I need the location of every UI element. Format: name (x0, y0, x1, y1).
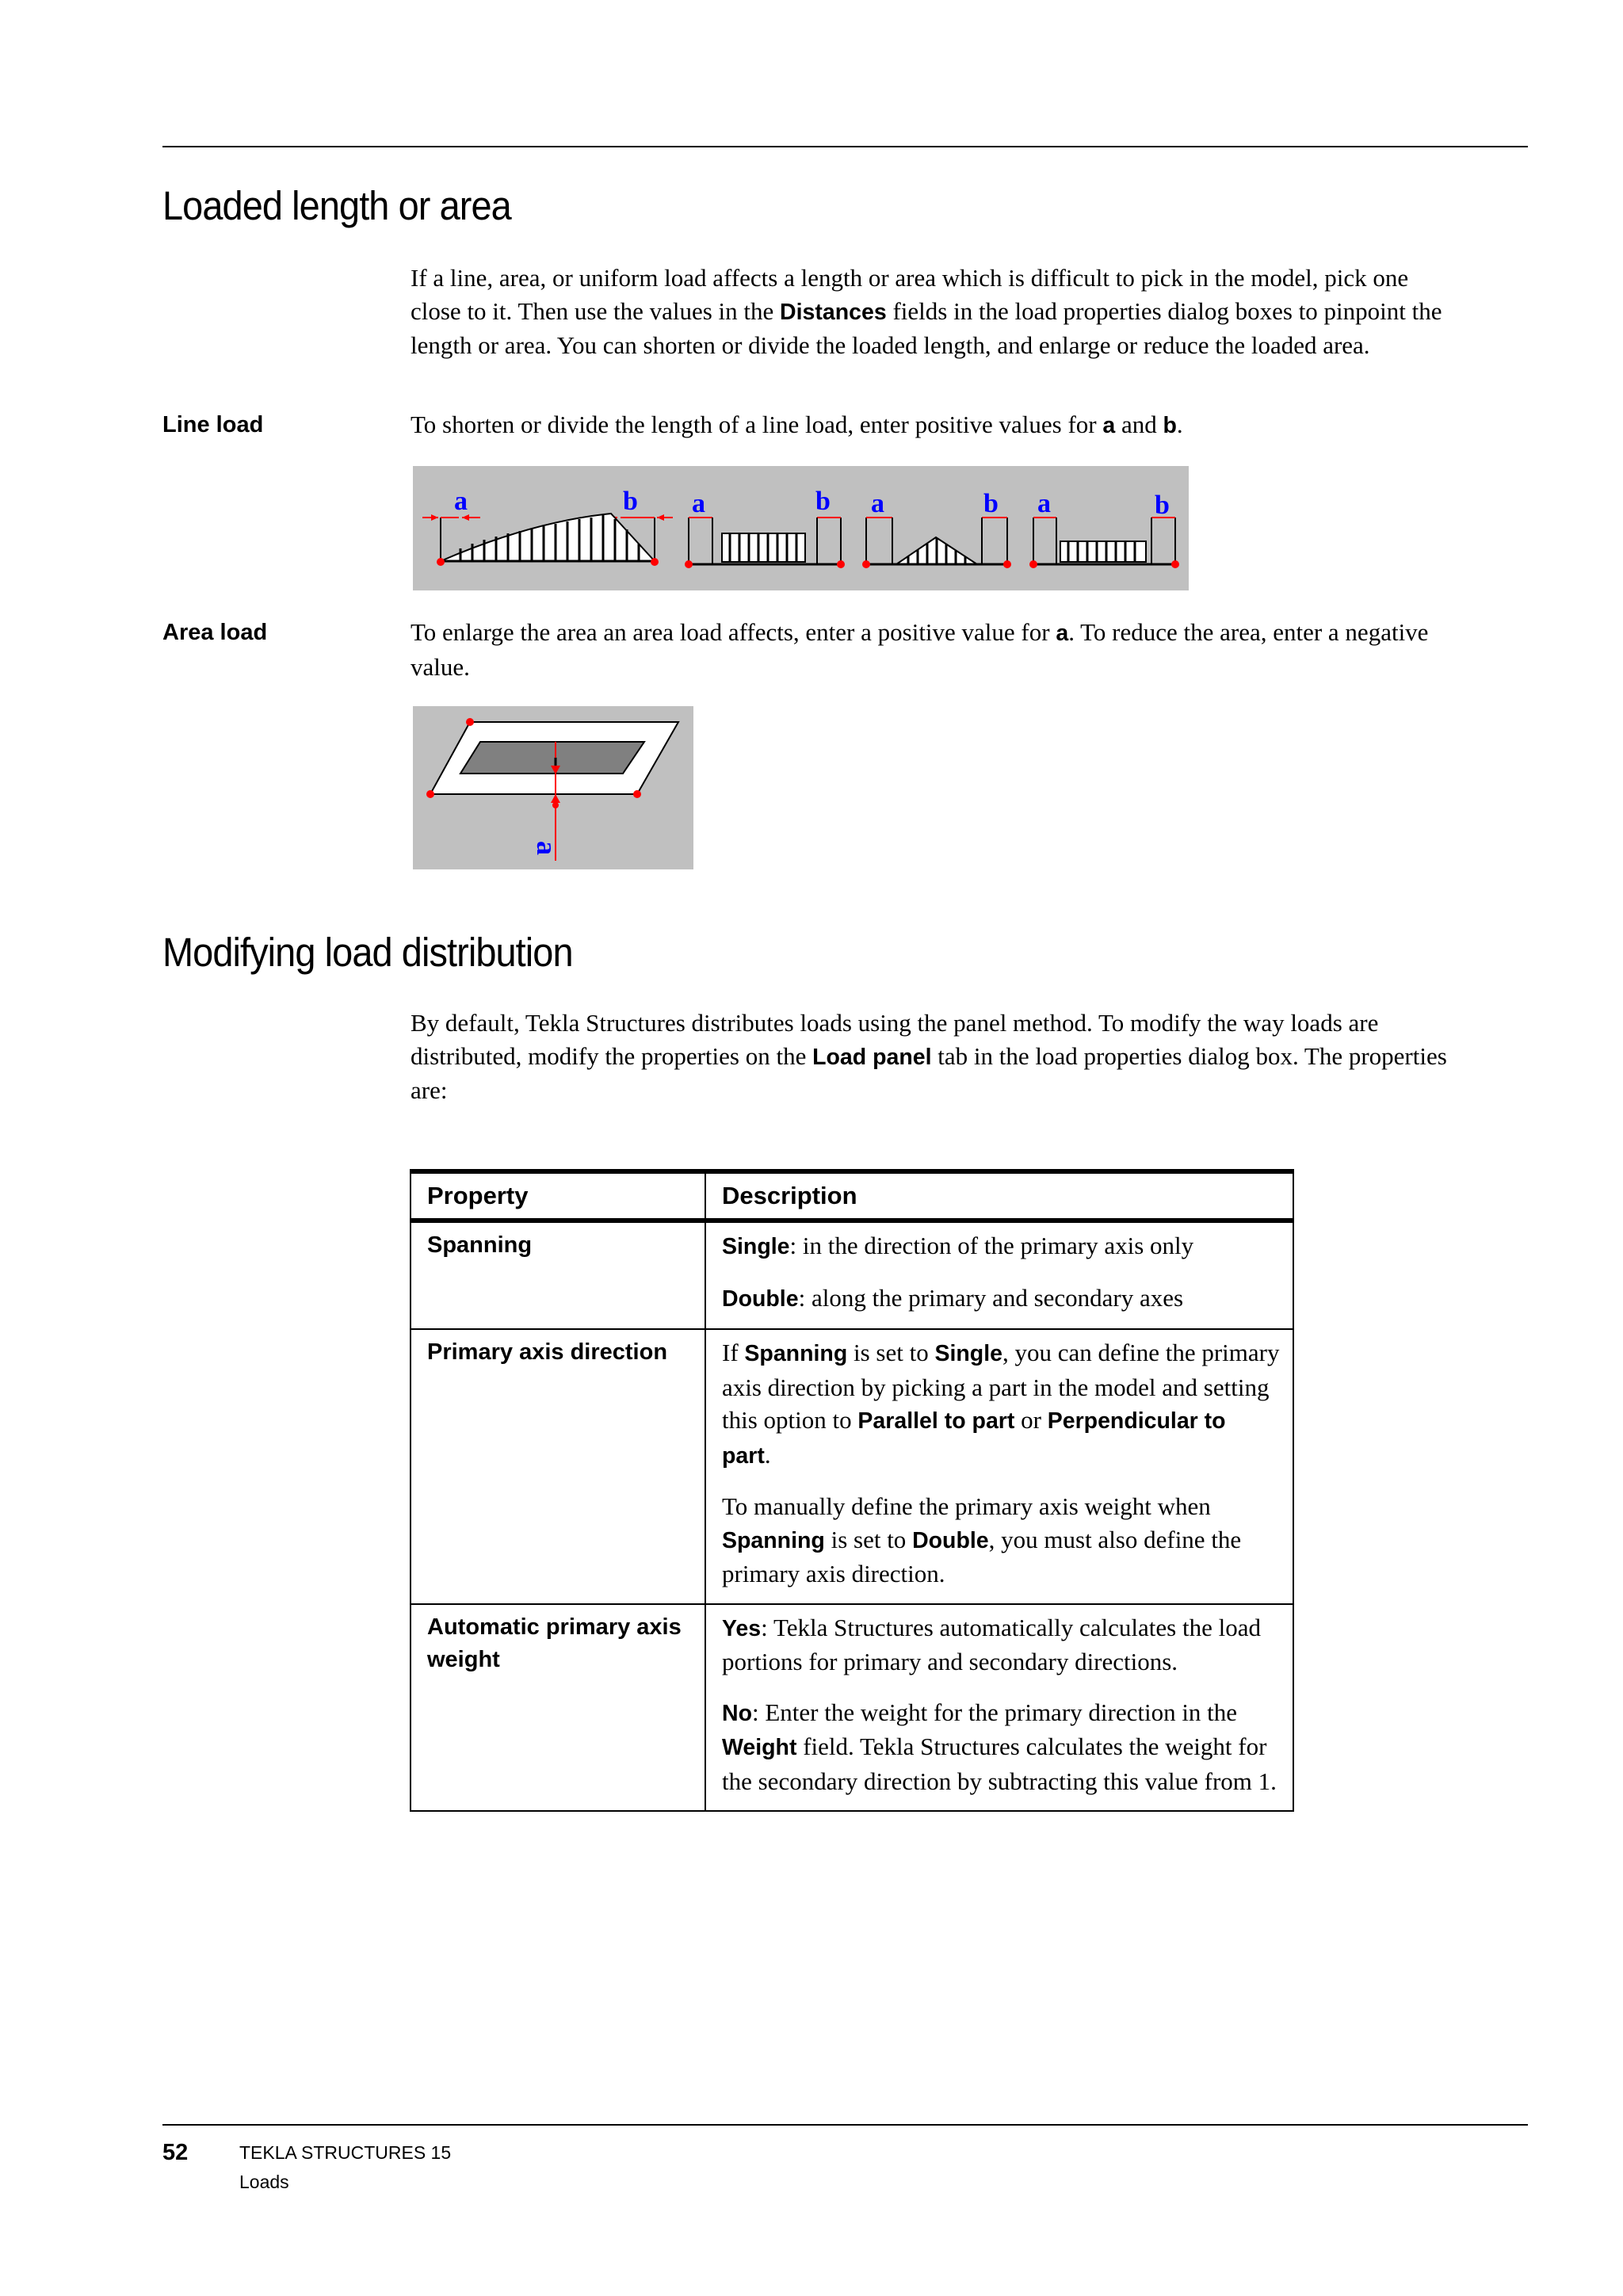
bold-term: Single (722, 1234, 790, 1259)
load-distribution-intro (411, 1007, 1465, 1107)
area-load-bold-a: a (1056, 621, 1069, 646)
footer-rule (162, 2124, 1528, 2126)
description-para (722, 1336, 1280, 1473)
inner-area (460, 742, 644, 774)
desc-text: : along the primary and secondary axes (798, 1283, 1184, 1312)
desc-text: To manually define the primary axis weight when (722, 1492, 1211, 1520)
top-rule (162, 146, 1528, 147)
intro-bold-distances: Distances (780, 299, 887, 325)
section-title-loaded-length: Loaded length or area (162, 183, 511, 228)
intro-text-2: fields in the load properties dialog boxes to pinpoint the length or area. You can shorten or divide the loaded length, and enlarge or reduce the loaded area. (411, 296, 1442, 359)
line-load-bold-a: a (1102, 413, 1116, 438)
bold-term: Yes (722, 1615, 762, 1641)
desc-text: , you can define the primary axis direction by picking a part in the model and setting this option to (722, 1339, 1280, 1434)
point-marker (437, 558, 445, 566)
desc-text: , you must also define the primary axis direction. (722, 1525, 1242, 1587)
desc-text: is set to (847, 1339, 935, 1366)
dim-label-a: a (692, 489, 705, 518)
point-marker (466, 718, 474, 726)
point-marker (1003, 560, 1011, 568)
description-cell (705, 1221, 1293, 1329)
bold-term: Perpendicular to part (722, 1408, 1226, 1469)
description-para (722, 1282, 1280, 1316)
line-load-text-1: To shorten or divide the length of a line load, enter positive values for (411, 411, 1103, 438)
line-load-text-2: and (1115, 411, 1163, 438)
header-description: Description (705, 1171, 1293, 1221)
intro2-text-1: By default, Tekla Structures distributes loads using the panel method. To modify the way loads are distributed, modify the properties on the (411, 1009, 1379, 1070)
section-title-load-distribution: Modifying load distribution (162, 930, 573, 975)
description-para (722, 1229, 1280, 1264)
dim-label-b: b (623, 487, 638, 516)
loaded-length-intro (411, 262, 1465, 362)
table-row-spanning (411, 1221, 1293, 1329)
table-row-primary-axis-direction (411, 1329, 1293, 1604)
dim-arrow (551, 794, 560, 803)
properties-table (410, 1169, 1294, 1812)
property-cell: Spanning (411, 1221, 705, 1329)
desc-text: or (1014, 1406, 1048, 1434)
point-marker (685, 560, 693, 568)
line-load-diagram-3 (862, 489, 1011, 568)
point-marker (1171, 560, 1179, 568)
property-cell: Primary axis direction (411, 1329, 705, 1604)
description-cell (705, 1604, 1293, 1812)
area-load-text-2: . To reduce the area, enter a negative value. (411, 618, 1429, 681)
line-load-label: Line load (162, 412, 264, 437)
description-para (722, 1490, 1280, 1591)
intro-text-1: If a line, area, or uniform load affects a length or area which is difficult to pick in the model, pick one close to it. Then use the values in the (411, 264, 1409, 325)
line-load-bold-b: b (1163, 413, 1177, 438)
bold-term: No (722, 1700, 752, 1726)
line-load-text (411, 408, 1465, 443)
point-marker (552, 802, 559, 808)
desc-text: field. Tekla Structures calculates the weight for the secondary direction by subtracting this value from 1. (722, 1733, 1277, 1795)
header-property: Property (411, 1171, 705, 1221)
desc-text: If (722, 1339, 745, 1366)
area-load-figure (413, 706, 693, 869)
table-header-row (411, 1171, 1293, 1221)
area-load-label: Area load (162, 620, 268, 645)
footer-chapter: Loads (239, 2172, 289, 2192)
line-load-diagram-2 (685, 487, 845, 568)
bold-term: Single (934, 1341, 1002, 1366)
desc-text: : Enter the weight for the primary direction in the (752, 1698, 1238, 1726)
intro2-text-2: tab in the load properties dialog box. The properties are: (411, 1041, 1447, 1104)
dim-label-b: b (1155, 491, 1170, 520)
footer-product: TEKLA STRUCTURES 15 (239, 2142, 452, 2163)
line-load-diagram (413, 466, 1189, 590)
dim-label-a: a (531, 841, 563, 855)
description-cell (705, 1329, 1293, 1604)
line-load-text-3: . (1176, 411, 1183, 438)
line-load-diagram-1 (422, 487, 673, 566)
bold-term: Double (912, 1527, 989, 1553)
point-marker (426, 790, 434, 798)
intro2-bold-load-panel: Load panel (812, 1044, 932, 1070)
dim-label-b: b (983, 489, 999, 518)
table-row-automatic-primary-axis-weight (411, 1604, 1293, 1812)
page-number: 52 (162, 2140, 189, 2165)
description-para (722, 1696, 1280, 1798)
point-marker (862, 560, 870, 568)
dim-label-a: a (454, 487, 468, 516)
dim-label-a: a (871, 489, 884, 518)
bold-term: Spanning (722, 1527, 825, 1553)
area-load-text (411, 616, 1465, 683)
area-load-text-1: To enlarge the area an area load affects, enter a positive value for (411, 618, 1056, 646)
point-marker (651, 558, 659, 566)
property-cell: Automatic primary axis weight (411, 1604, 705, 1812)
dim-label-a: a (1037, 489, 1051, 518)
dim-label-b: b (815, 487, 831, 516)
bold-term: Spanning (744, 1341, 848, 1366)
bold-term: Parallel to part (857, 1408, 1015, 1434)
description-para (722, 1611, 1280, 1679)
point-marker (1029, 560, 1037, 568)
bold-term: Double (722, 1286, 799, 1312)
line-load-diagram-4 (1029, 489, 1179, 568)
desc-text: is set to (824, 1525, 913, 1553)
line-load-figure (413, 466, 1189, 590)
point-marker (633, 790, 641, 798)
area-load-diagram (413, 706, 693, 869)
desc-text: : in the direction of the primary axis only (789, 1232, 1194, 1259)
desc-text: : Tekla Structures automatically calculates the load portions for primary and secondary directions. (722, 1613, 1261, 1675)
point-marker (837, 560, 845, 568)
desc-text: . (764, 1440, 771, 1469)
bold-term: Weight (722, 1735, 797, 1760)
